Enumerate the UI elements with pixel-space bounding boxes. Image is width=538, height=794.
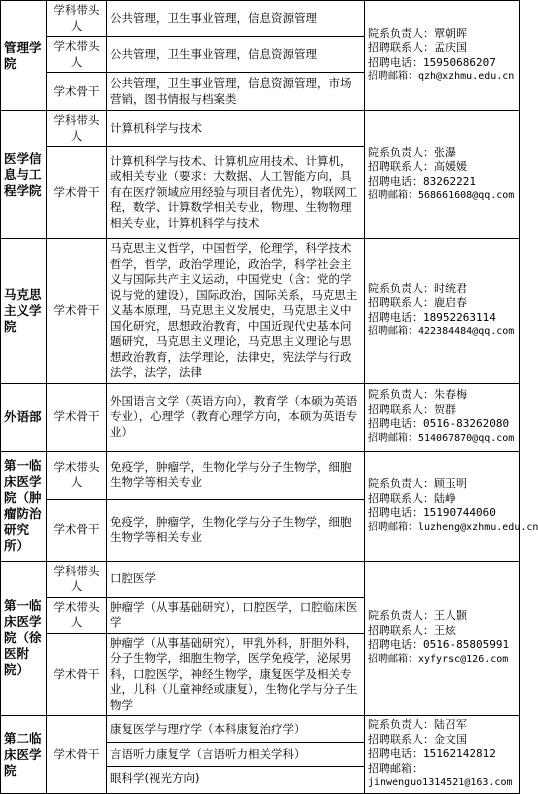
college-name: 第一临床医学院（徐医附院） xyxy=(1,561,47,716)
field-item: 康复医学与理疗学（本科康复治疗学） xyxy=(110,722,306,737)
contact-cell xyxy=(365,451,538,561)
divider xyxy=(107,742,364,743)
fields-cell xyxy=(107,633,365,716)
college-name: 第一临床医学院（肿瘤防治研究所） xyxy=(1,451,47,561)
fields-cell xyxy=(107,451,365,499)
fields-cell xyxy=(107,37,365,73)
contact-line: 院系负责人：张瀑 xyxy=(368,145,456,159)
fields-cell xyxy=(107,239,365,384)
field-text: 公共管理，卫生事业管理，信息资源管理 xyxy=(110,10,317,25)
role-cell: 学术骨干 xyxy=(47,73,107,111)
contact-line: 招聘联系人：金文国 xyxy=(368,732,467,746)
contact-line: 招聘邮箱：xyfyrsc@126.com xyxy=(368,653,509,665)
field-text: 免疫学，肿瘤学，生物化学与分子生物学，细胞生物学等相关专业 xyxy=(110,514,352,544)
contact-line: 院系负责人：朱春梅 xyxy=(368,388,467,401)
contact-cell xyxy=(365,1,520,111)
role-cell: 学术骨干 xyxy=(47,383,107,451)
college-name: 外语部 xyxy=(1,383,47,451)
field-text: 口腔医学 xyxy=(110,571,156,586)
role-cell: 学科带头人 xyxy=(47,111,107,147)
table-row xyxy=(1,383,520,451)
contact-line: jinwenguo1314521@163.com xyxy=(368,777,513,789)
contact-line: 招聘联系人：陆峥 xyxy=(368,491,456,505)
role-cell: 学术骨干 xyxy=(47,147,107,239)
contact-cell xyxy=(365,111,520,239)
fields-cell xyxy=(107,597,365,633)
contact-line: 招聘联系人：高媛媛 xyxy=(368,160,467,173)
field-item: 眼科学(视光方向) xyxy=(110,771,200,786)
field-text: 免疫学，肿瘤学，生物化学与分子生物学，细胞生物学等相关专业 xyxy=(110,459,352,489)
fields-cell xyxy=(107,561,365,597)
contact-line: 招聘电话：0516-85805991 xyxy=(368,638,510,652)
contact-line: 招聘邮箱：qzh@xzhmu.edu.cn xyxy=(368,71,515,82)
contact-line: 院系负责人：陆召军 xyxy=(368,718,467,732)
contact-line: 招聘电话：15190744060 xyxy=(368,506,496,519)
contact-line: 招聘电话：15950686207 xyxy=(368,55,496,69)
college-name: 马克思主义学院 xyxy=(1,239,47,384)
college-name: 医学信息与工程学院 xyxy=(1,111,47,239)
contact-line: 招聘邮箱：luzheng@xzhmu.edu.cn xyxy=(368,521,538,533)
field-text: 马克思主义哲学，中国哲学，伦理学，科学技术哲学，哲学，政治学理论，政治学，科学社会主义与国际共产主义运动，中国党史（含：党的学说与党的建设），国际政治，国际关系，马克思主义基本原理，马克思主义发展史，马克思主义中国化研究，思想政治教育，中国近现代史基本问题研究，马克思主义理论，马克思主义理论与思想政治教育，法学理论，法律史，宪法学与行政法学，法学，法律 xyxy=(110,241,358,379)
contact-line: 招聘邮箱：514067870@qq.com xyxy=(368,432,515,444)
field-text: 计算机科学与技术、计算机应用技术、计算机，或相关专业（要求：大数据、人工智能方向，具有在医疗领域应用经验与项目者优先），物联网工程，数学、计算数学相关专业，物理、生物物理相关专业，计算机科学与技术 xyxy=(110,153,358,230)
contact-cell xyxy=(365,383,520,451)
role-cell: 学术骨干 xyxy=(47,633,107,716)
college-name: 管理学院 xyxy=(1,1,47,111)
divider xyxy=(107,766,364,767)
contact-line: 招聘联系人：鹿启春 xyxy=(368,296,467,310)
table-row xyxy=(1,1,520,37)
fields-cell xyxy=(107,1,365,37)
table-row xyxy=(1,451,520,499)
contact-line: 招聘邮箱：568661608@qq.com xyxy=(368,190,515,201)
fields-cell xyxy=(107,111,365,147)
role-cell: 学术带头人 xyxy=(47,597,107,633)
contact-line: 招聘邮箱：422384484@qq.com xyxy=(368,326,515,338)
fields-cell xyxy=(107,716,365,794)
contact-cell xyxy=(365,716,520,794)
fields-cell xyxy=(107,73,365,111)
contact-line: 招聘联系人：王炫 xyxy=(368,623,456,637)
table-row xyxy=(1,111,520,147)
table-row xyxy=(1,561,520,597)
contact-line: 招聘电话：15162142812 xyxy=(368,747,496,761)
role-cell: 学科带头人 xyxy=(47,1,107,37)
role-cell: 学术骨干 xyxy=(47,239,107,384)
contact-line: 招聘联系人：孟庆国 xyxy=(368,41,467,54)
field-text: 公共管理，卫生事业管理，信息资源管理 xyxy=(110,46,317,61)
contact-line: 招聘电话：18952263114 xyxy=(368,310,496,324)
college-name: 第二临床医学院 xyxy=(1,716,47,794)
contact-cell xyxy=(365,239,520,384)
table-row xyxy=(1,716,520,794)
fields-cell xyxy=(107,499,365,561)
field-text: 肿瘤学（从事基础研究），口腔医学，口腔临床医学 xyxy=(110,599,358,629)
contact-line: 院系负责人：时统君 xyxy=(368,281,467,295)
contact-line: 招聘联系人：贺群 xyxy=(368,402,456,416)
contact-line: 院系负责人：顾玉明 xyxy=(368,477,467,490)
field-text: 公共管理，卫生事业管理，信息资源管理，市场营销，图书情报与档案类 xyxy=(110,76,352,106)
contact-line: 招聘电话：83262221 xyxy=(368,174,476,188)
role-cell: 学术骨干 xyxy=(47,716,107,794)
contact-line: 招聘电话：0516-83262080 xyxy=(368,417,510,430)
role-cell: 学术带头人 xyxy=(47,37,107,73)
role-cell: 学术带头人 xyxy=(47,451,107,499)
contact-line: 招聘邮箱： xyxy=(368,761,423,775)
role-cell: 学术骨干 xyxy=(47,499,107,561)
field-item: 言语听力康复学（言语听力相关学科） xyxy=(110,746,306,761)
contact-cell xyxy=(365,561,520,716)
field-text: 外国语言文学（英语方向），教育学（本硕为英语专业），心理学（教育心理学方向，本硕为英语专业） xyxy=(110,393,358,439)
role-cell: 学科带头人 xyxy=(47,561,107,597)
contact-line: 院系负责人：覃朝晖 xyxy=(368,26,467,40)
field-text: 肿瘤学（从事基础研究），甲乳外科，肝胆外科，分子生物学，细胞生物学，医学免疫学，泌尿男科，口腔医学，神经生物学，康复医学及相关专业，儿科（儿童神经或康复），生物化学与分子生物学 xyxy=(110,635,358,712)
contact-line: 院系负责人：王人颢 xyxy=(368,609,467,623)
fields-cell xyxy=(107,383,365,451)
field-text: 计算机科学与技术 xyxy=(110,120,202,135)
table-row xyxy=(1,239,520,384)
fields-cell xyxy=(107,147,365,239)
